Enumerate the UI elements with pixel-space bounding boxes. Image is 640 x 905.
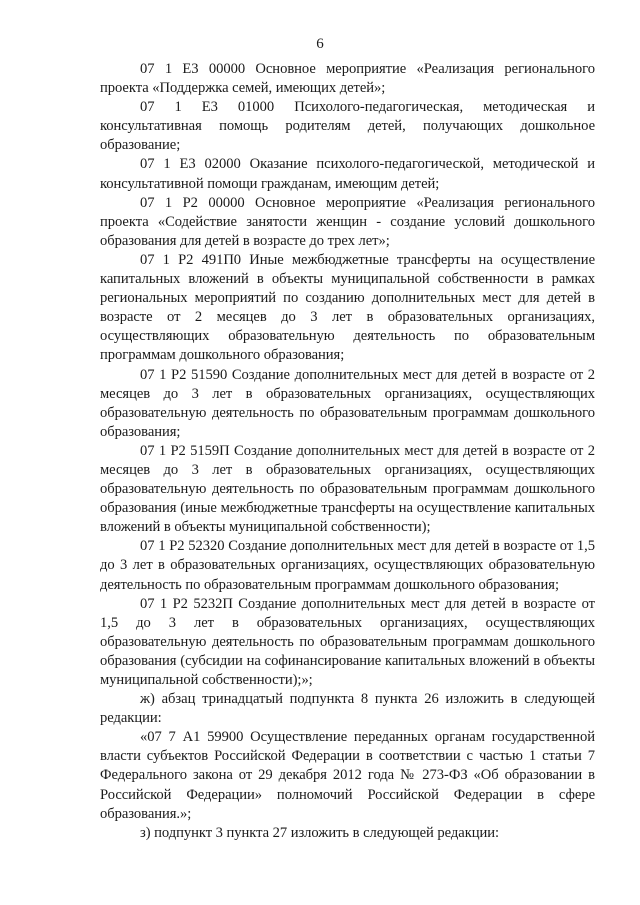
paragraph: ж) абзац тринадцатый подпункта 8 пункта 26 изложить в следующей редакции: <box>100 691 595 727</box>
paragraph: 07 1 Е3 02000 Оказание психолого-педагогической, методической и консультативной помощи гражданам, имеющим детей; <box>100 156 595 192</box>
paragraph: 07 1 Р2 491П0 Иные межбюджетные трансферты на осуществление капитальных вложений в объекты муниципальной собственности в рамках региональных мероприятий по созданию дополнительных мест для детей в возрасте от 2 месяцев до 3 лет в образовательных организациях, осуществляющих образовательную деятельность по образовательным программам дошкольного образования; <box>100 251 595 364</box>
paragraph: 07 1 Р2 00000 Основное мероприятие «Реализация регионального проекта «Содействие занятости женщин - создание условий дошкольного образования для детей в возрасте до трех лет»; <box>100 194 595 249</box>
page-number: 6 <box>316 36 324 52</box>
paragraph: 07 1 Р2 51590 Создание дополнительных мест для детей в возрасте от 2 месяцев до 3 лет в образовательных организациях, осуществляющих образовательную деятельность по образовательным программам дошкольного образования; <box>100 366 595 440</box>
document-body <box>100 60 595 843</box>
paragraph: 07 1 Р2 5159П Создание дополнительных мест для детей в возрасте от 2 месяцев до 3 лет в образовательных организациях, осуществляющих образовательную деятельность по образовательным программам дошкольного образования (иные межбюджетные трансферты на осуществление капитальных вложений в объекты муниципальной собственности); <box>100 442 595 536</box>
paragraph: «07 7 А1 59900 Осуществление переданных органам государственной власти субъектов Российской Федерации в соответствии с частью 1 статьи 7 Федерального закона от 29 декабря 2012 года № 273-ФЗ «Об образовании в Российской Федерации» полномочий Российской Федерации в сфере образования.»; <box>100 729 595 822</box>
paragraph: 07 1 Р2 5232П Создание дополнительных мест для детей в возрасте от 1,5 до 3 лет в образовательных организациях, осуществляющих образовательную деятельность по образовательным программам дошкольного образования (субсидии на софинансирование капитальных вложений в объекты муниципальной собственности);»; <box>100 595 595 688</box>
paragraph: з) подпункт 3 пункта 27 изложить в следующей редакции: <box>140 824 500 841</box>
paragraph: 07 1 Е3 01000 Психолого-педагогическая, методическая и консультативная помощь родителям детей, получающих дошкольное образование; <box>100 99 595 154</box>
paragraph: 07 1 Р2 52320 Создание дополнительных мест для детей в возрасте от 1,5 до 3 лет в образовательных организациях, осуществляющих образовательную деятельность по образовательным программам дошкольного образования; <box>100 538 595 593</box>
paragraph: 07 1 Е3 00000 Основное мероприятие «Реализация регионального проекта «Поддержка семей, имеющих детей»; <box>100 61 595 97</box>
